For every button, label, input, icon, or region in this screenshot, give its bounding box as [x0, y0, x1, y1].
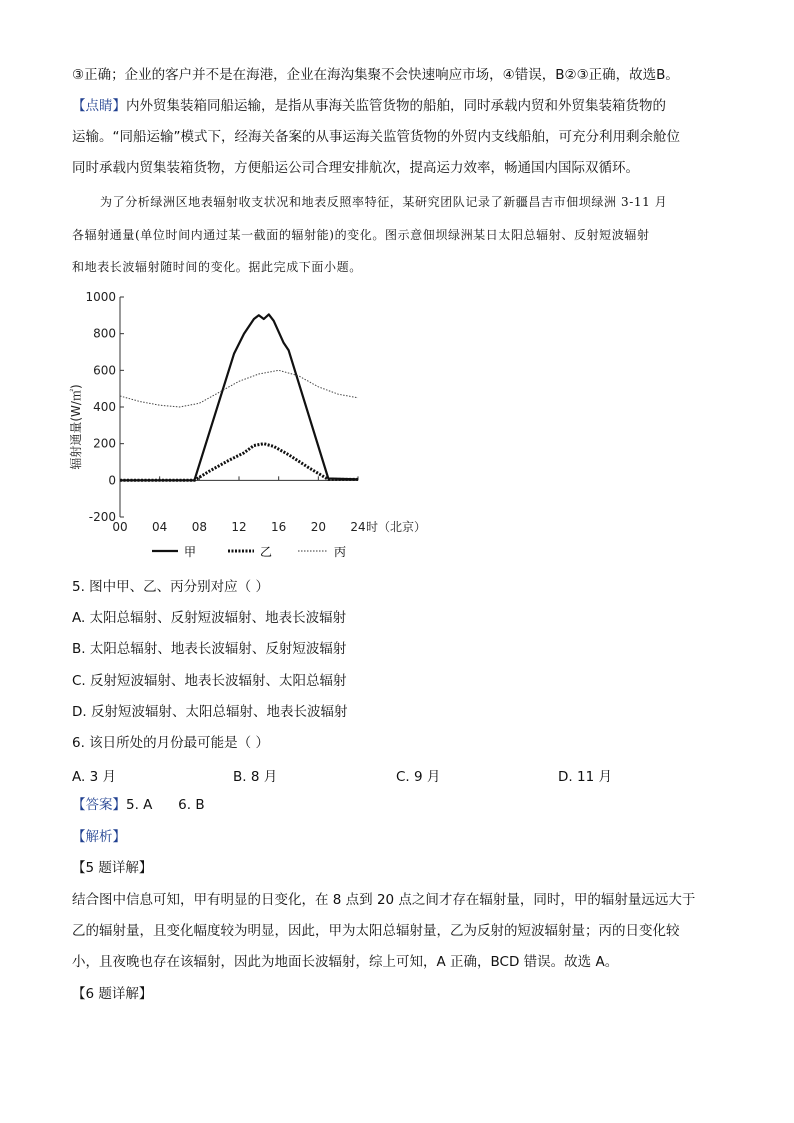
chart-axes — [85, 290, 365, 534]
paragraph-line — [72, 97, 666, 115]
paragraph-line: 同时承载内贸集装箱货物，方便船运公司合理安排航次，提高运力效率，畅通国内国际双循环。 — [72, 160, 639, 176]
detail-5-line: 结合图中信息可知，甲有明显的日变化，在 8 点到 20 点之间才存在辐射量，同时，甲的辐射量远远大于 — [72, 892, 696, 908]
y-tick-label: 800 — [93, 326, 116, 341]
detail-5-line: 乙的辐射量，且变化幅度较为明显，因此，甲为太阳总辐射量，乙为反射的短波辐射量；丙的日变化较 — [72, 923, 680, 939]
tip-tag: 【点睛】 — [72, 98, 126, 114]
legend-label-b: 乙 — [260, 545, 273, 559]
x-tick-label: 20 — [310, 520, 326, 534]
q5-option-d[interactable]: D. 反射短波辐射、太阳总辐射、地表长波辐射 — [72, 704, 348, 720]
question-6-stem: 6. 该日所处的月份最可能是（ ） — [72, 735, 269, 751]
series-line-3 — [120, 370, 358, 407]
detail-6-tag: 【6 题详解】 — [72, 986, 153, 1002]
q5-option-a[interactable]: A. 太阳总辐射、反射短波辐射、地表长波辐射 — [72, 610, 347, 626]
paragraph-line: ③正确；企业的客户并不是在海港，企业在海沟集聚不会快速响应市场，④错误，B②③正确，故选B。 — [72, 67, 679, 83]
answer-line — [72, 796, 205, 814]
question-5-stem: 5. 图中甲、乙、丙分别对应（ ） — [72, 579, 269, 595]
chart-series — [120, 314, 358, 480]
x-axis-unit: 时（北京） — [366, 520, 427, 534]
detail-5-line: 小，且夜晚也存在该辐射，因此为地面长波辐射，综上可知，A 正确，BCD 错误。故选 A。 — [72, 954, 619, 970]
y-tick-label: 600 — [93, 363, 116, 378]
q6-option-a[interactable]: A. 3 月 — [72, 769, 116, 785]
x-tick-label: 16 — [271, 520, 287, 534]
intro-line: 各辐射通量(单位时间内通过某一截面的辐射能)的变化。图示意佃坝绿洲某日太阳总辐射、反射短波辐射 — [72, 228, 650, 242]
tip-text: 内外贸集装箱同船运输，是指从事海关监管货物的船舶，同时承载内贸和外贸集装箱货物的 — [126, 98, 666, 114]
radiation-chart — [60, 280, 440, 570]
series-line-1 — [120, 314, 358, 480]
x-tick-label: 12 — [231, 520, 247, 534]
y-tick-label: -200 — [88, 510, 116, 524]
x-tick-label: 08 — [191, 520, 207, 534]
y-axis-label: 辐射通量(W/㎡) — [69, 384, 83, 470]
y-tick-label: 0 — [108, 473, 116, 488]
q5-option-b[interactable]: B. 太阳总辐射、地表长波辐射、反射短波辐射 — [72, 641, 347, 657]
x-tick-label: 04 — [152, 520, 168, 534]
intro-line: 为了分析绿洲区地表辐射收支状况和地表反照率特征，某研究团队记录了新疆昌吉市佃坝绿洲 3-11 月 — [100, 195, 668, 209]
legend-label-c: 丙 — [334, 545, 347, 559]
x-tick-label: 00 — [112, 520, 128, 534]
intro-line: 和地表长波辐射随时间的变化。据此完成下面小题。 — [72, 260, 362, 274]
y-tick-label: 400 — [93, 400, 116, 414]
x-tick-label: 24 — [350, 520, 366, 534]
y-tick-label: 1000 — [85, 290, 116, 304]
y-tick-label: 200 — [93, 436, 116, 451]
paragraph-line: 运输。“同船运输”模式下，经海关备案的从事运海关监管货物的外贸内支线船舶，可充分利用剩余舱位 — [72, 129, 680, 145]
q6-option-b[interactable]: B. 8 月 — [233, 769, 278, 785]
q5-option-c[interactable]: C. 反射短波辐射、地表长波辐射、太阳总辐射 — [72, 673, 347, 689]
q6-option-d[interactable]: D. 11 月 — [558, 769, 612, 785]
legend-label-a: 甲 — [184, 545, 197, 559]
q6-option-c[interactable]: C. 9 月 — [396, 769, 441, 785]
detail-5-tag: 【5 题详解】 — [72, 860, 153, 876]
answer-tag: 【答案】 — [72, 797, 126, 813]
analysis-tag: 【解析】 — [72, 829, 126, 845]
legend — [152, 545, 346, 559]
answer-text: 5. A 6. B — [126, 797, 205, 813]
